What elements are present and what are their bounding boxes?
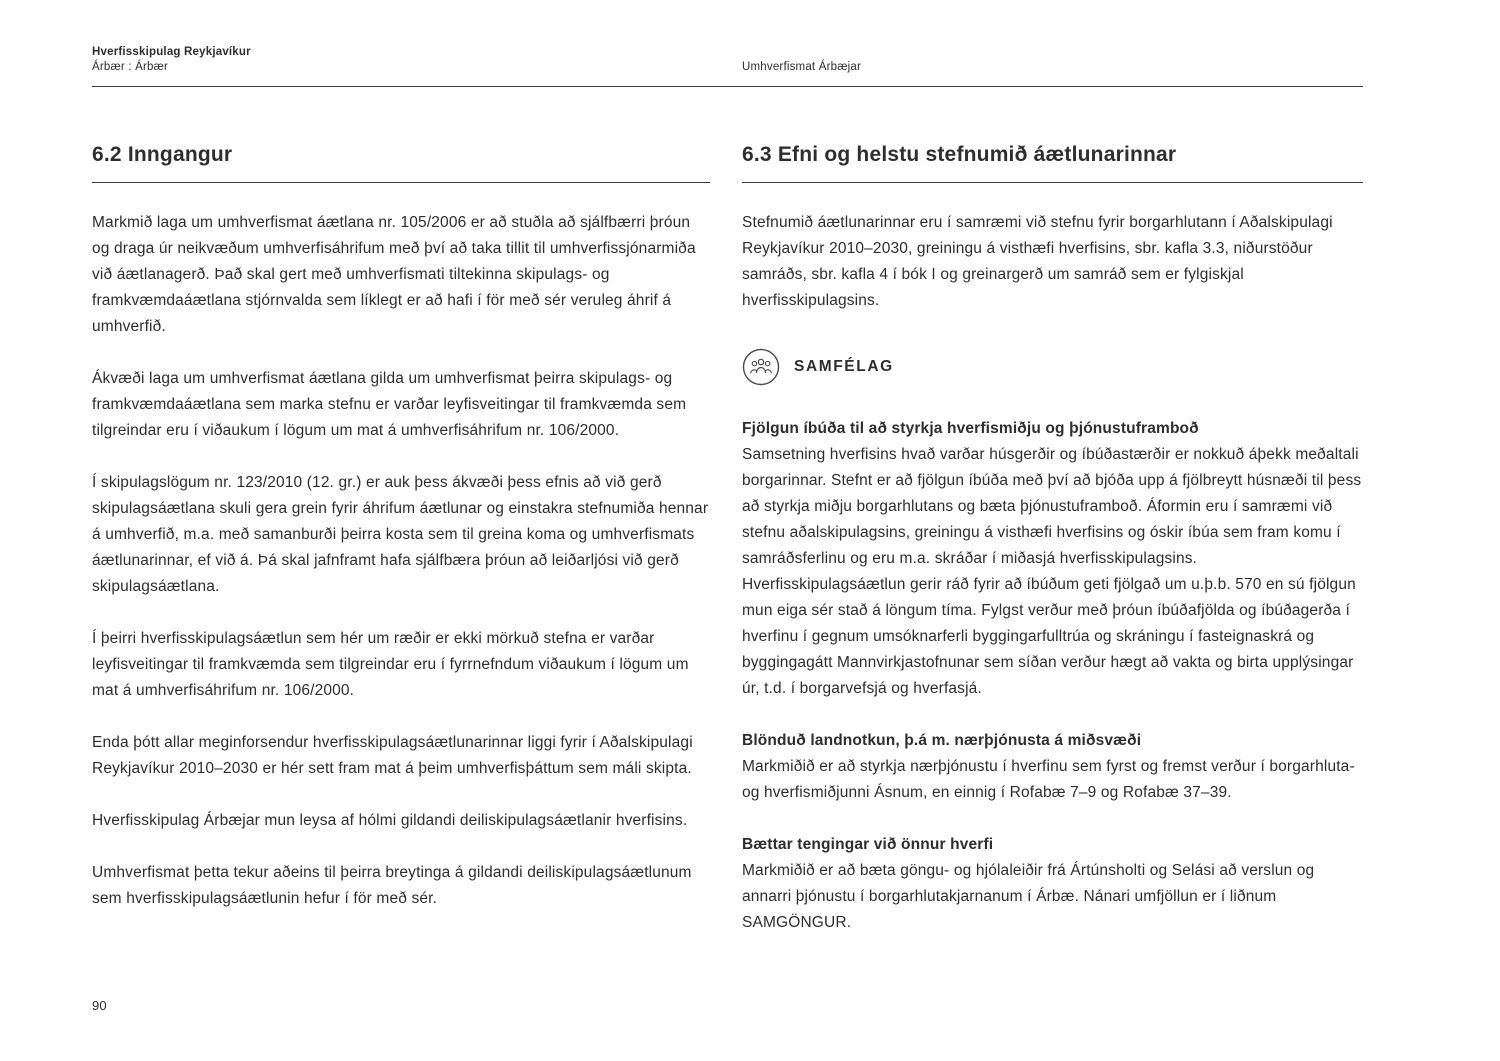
header-rule bbox=[92, 86, 1363, 87]
document-body bbox=[92, 143, 1363, 962]
subsection-title: Fjölgun íbúða til að styrkja hverfismiðju og þjónustuframboð bbox=[742, 420, 1199, 437]
subsection-baettar-tengingar bbox=[742, 832, 1363, 936]
subsection-body: Markmiðið er að bæta göngu- og hjólaleiðir frá Ártúnsholti og Selási að verslun og annarri þjónustu í borgarhlutakjarnanum í Árbæ. Nánari umfjöllun er í liðnum SAMGÖNGUR. bbox=[742, 862, 1315, 931]
theme-header-samfelag bbox=[742, 348, 1363, 386]
paragraph: Hverfisskipulag Árbæjar mun leysa af hólmi gildandi deiliskipulagsáætlanir hverfisins. bbox=[92, 812, 688, 829]
page-number: 90 bbox=[92, 998, 107, 1013]
paragraph: Stefnumið áætlunarinnar eru í samræmi við stefnu fyrir borgarhlutann í Aðalskipulagi Reykjavíkur 2010–2030, greiningu á visthæfi hverfisins, sbr. kafla 3.3, niðurstöður samráðs, sbr. kafla 4 í bók I og greinargerð um samráð sem er fylgiskjal hverfisskipulagsins. bbox=[742, 214, 1333, 309]
section-6-2 bbox=[92, 143, 710, 962]
running-header-right bbox=[742, 61, 1363, 73]
section-6-3 bbox=[742, 143, 1363, 962]
subsection-title: Bættar tengingar við önnur hverfi bbox=[742, 836, 994, 853]
paragraph: Ákvæði laga um umhverfismat áætlana gilda um umhverfismat þeirra skipulags- og framkvæmdaáætlana sem marka stefnu er varðar leyfisveitingar til framkvæmda sem tilgreindar eru í viðaukum í lögum um mat á umhverfisáhrifum nr. 106/2000. bbox=[92, 370, 687, 439]
section-heading-6-2: 6.2 Inngangur bbox=[92, 143, 710, 183]
paragraph: Markmið laga um umhverfismat áætlana nr. 105/2006 er að stuðla að sjálfbærri þróun og draga úr neikvæðum umhverfisáhrifum með því að taka tillit til umhverfissjónarmiða við áætlanagerð. Það skal gert með umhverfismati tiltekinna skipulags- og framkvæmdaáætlana stjórnvalda sem líklegt er að hafi í för með sér veruleg áhrif á umhverfið. bbox=[92, 214, 696, 335]
subsection-blondud-landnotkun bbox=[742, 728, 1363, 806]
subsection-body: Markmiðið er að styrkja nærþjónustu í hverfinu sem fyrst og fremst verður í borgarhluta- og hverfismiðjunni Ásnum, en einnig í Rofabæ 7–9 og Rofabæ 37–39. bbox=[742, 758, 1355, 801]
running-header-left bbox=[92, 46, 710, 73]
paragraph: Í skipulagslögum nr. 123/2010 (12. gr.) er auk þess ákvæði þess efnis að við gerð skipulagsáætlana skuli gera grein fyrir áhrifum áætlunar og einstakra stefnumiða hennar á umhverfið, m.a. með samanburði þeirra kosta sem til greina koma og umhverfismats áætlunarinnar, ef við á. Þá skal jafnframt hafa sjálfbæra þróun að leiðarljósi við gerð skipulagsáætlana. bbox=[92, 474, 709, 595]
subsection-body: Samsetning hverfisins hvað varðar húsgerðir og íbúðastærðir er nokkuð áþekk meðaltali borgarinnar. Stefnt er að fjölgun íbúða með því að bjóða upp á fjölbreytt húsnæði til þess að styrkja miðju borgarhlutans og bæta þjónustuframboð. Áformin eru í samræmi við stefnu aðalskipulagsins, greiningu á visthæfi hverfisins og óskir íbúa sem fram komu í samráðsferlinu og eru m.a. skráðar í miðasjá hverfisskipulagsins. Hverfisskipulagsáætlun gerir ráð fyrir að íbúðum geti fjölgað um u.þ.b. 570 en sú fjölgun mun eiga sér stað á löngum tíma. Fylgst verður með þróun íbúðafjölda og íbúðagerða í hverfinu í gegnum umsóknarferli byggingarfulltrúa og skráningu í fasteignaskrá og byggingagátt Mannvirkjastofnunar sem síðan verður hægt að vakta og birta upplýsingar úr, t.d. í borgarvefsjá og hverfasjá. bbox=[742, 446, 1362, 697]
subsection-title: Blönduð landnotkun, þ.á m. nærþjónusta á miðsvæði bbox=[742, 732, 1142, 749]
chapter-title: Umhverfismat Árbæjar bbox=[742, 61, 862, 73]
subsection-fjolgun-ibuda bbox=[742, 416, 1363, 702]
document-subtitle: Árbær : Árbær bbox=[92, 61, 169, 73]
theme-label: SAMFÉLAG bbox=[794, 358, 894, 375]
paragraph: Enda þótt allar meginforsendur hverfisskipulagsáætlunarinnar liggi fyrir í Aðalskipulagi Reykjavíkur 2010–2030 er hér sett fram mat á þeim umhverfisþáttum sem máli skipta. bbox=[92, 734, 693, 777]
paragraph: Í þeirri hverfisskipulagsáætlun sem hér um ræðir er ekki mörkuð stefna er varðar leyfisveitingar til framkvæmda sem tilgreindar eru í fyrrnefndum viðaukum í lögum um mat á umhverfisáhrifum nr. 106/2000. bbox=[92, 630, 689, 699]
people-circle-icon bbox=[742, 348, 780, 386]
section-heading-6-3: 6.3 Efni og helstu stefnumið áætlunarinnar bbox=[742, 143, 1363, 183]
running-header bbox=[92, 46, 1363, 73]
document-title: Hverfisskipulag Reykjavíkur bbox=[92, 46, 251, 58]
paragraph: Umhverfismat þetta tekur aðeins til þeirra breytinga á gildandi deiliskipulagsáætlunum sem hverfisskipulagsáætlunin hefur í för með sér. bbox=[92, 864, 692, 907]
